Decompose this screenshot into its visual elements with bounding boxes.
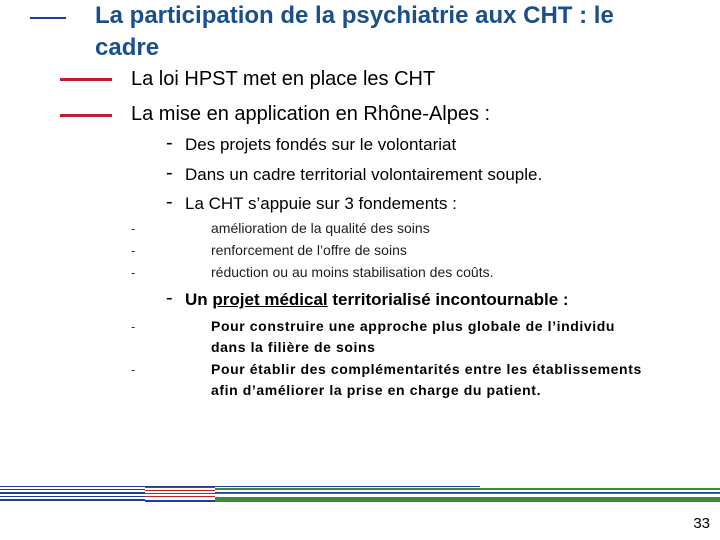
projet-dash: -: [166, 287, 173, 309]
slide-title: La participation de la psychiatrie aux CHT : le cadre: [95, 2, 614, 61]
projet-suffix: territorialisé incontournable :: [327, 290, 569, 309]
bullet-line-1: [60, 78, 112, 81]
sub-item-2: Dans un cadre territorial volontairement souple.: [185, 165, 543, 184]
page-number: 33: [693, 515, 710, 532]
sub-item-1: Des projets fondés sur le volontariat: [185, 135, 457, 154]
projet-underlined: projet médical: [212, 290, 328, 309]
pour-item-2: Pour établir des complémentarités entre les établissements afin d’améliorer la prise en charge du patient.: [211, 361, 642, 398]
foundation-dash-3: -: [131, 265, 136, 280]
foundation-dash-1: -: [131, 221, 136, 236]
pour-item-1: Pour construire une approche plus globale de l’individu dans la filière de soins: [211, 318, 616, 355]
pour-dash-1: -: [131, 319, 136, 334]
sub-dash-3: -: [166, 191, 173, 213]
title-accent-line: [30, 17, 66, 19]
projet-medical-line: [185, 289, 569, 311]
bullet-1: La loi HPST met en place les CHT: [131, 68, 436, 90]
bullet-2: La mise en application en Rhône-Alpes :: [131, 103, 491, 125]
pour-dash-2: -: [131, 362, 136, 377]
foundation-2: renforcement de l’offre de soins: [211, 242, 407, 258]
sub-dash-1: -: [166, 132, 173, 154]
sub-dash-2: -: [166, 162, 173, 184]
projet-prefix: Un: [185, 290, 213, 309]
bullet-line-2: [60, 114, 112, 117]
foundation-dash-2: -: [131, 243, 136, 258]
foundation-3: réduction ou au moins stabilisation des coûts.: [211, 264, 494, 280]
sub-item-3: La CHT s’appuie sur 3 fondements :: [185, 194, 457, 213]
foundation-1: amélioration de la qualité des soins: [211, 220, 430, 236]
